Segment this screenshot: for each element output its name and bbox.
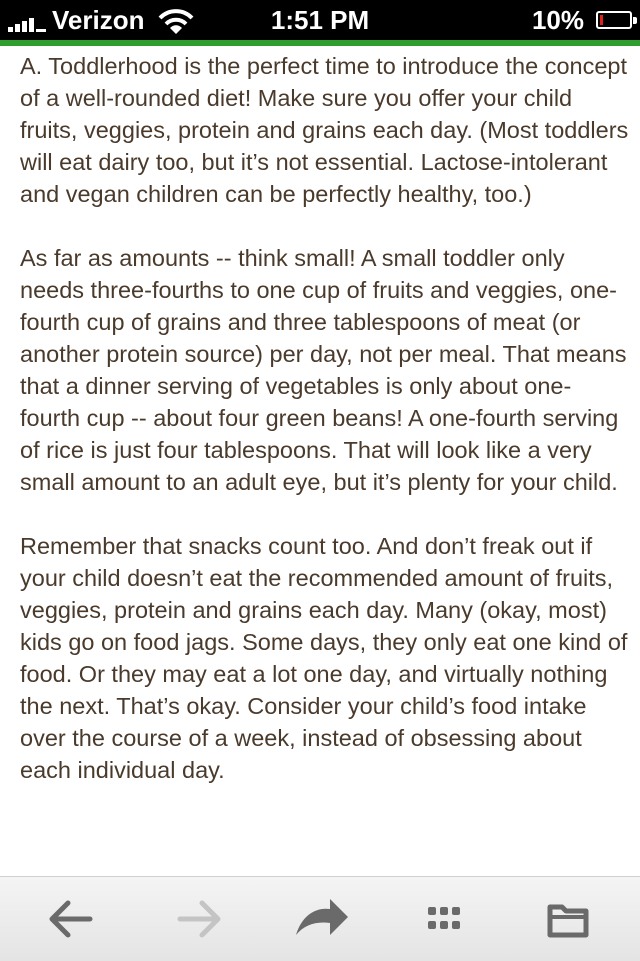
battery-icon — [596, 11, 632, 29]
back-arrow-icon — [42, 895, 102, 943]
carrier-name: Verizon — [52, 5, 145, 35]
menu-grid-icon — [414, 895, 474, 943]
battery-level-fill — [600, 15, 603, 25]
article-paragraph: As far as amounts -- think small! A small toddler only needs three-fourths to one cup of fruits and veggies, one-fourth cup of grains and three tablespoons of meat (or another protein source) per day, not per meal. That means that a dinner serving of vegetables is only about one-fourth cup -- about four green beans! A one-fourth serving of rice is just four tablespoons. That will look like a very small amount to an adult eye, but it’s plenty for your child. — [20, 245, 627, 495]
status-bar — [0, 0, 640, 40]
forward-button[interactable] — [168, 895, 228, 943]
pages-button[interactable] — [538, 895, 598, 943]
back-button[interactable] — [42, 895, 102, 943]
battery-percent: 10% — [531, 5, 584, 35]
forward-arrow-icon — [168, 895, 228, 943]
article-paragraph: A. Toddlerhood is the perfect time to introduce the concept of a well-rounded diet! Make sure you offer your child fruits, veggies, protein and grains each day. (Most toddlers will eat dairy too, but it’s not essential. Lactose-intolerant and vegan children can be perfectly healthy, too.) — [20, 53, 629, 207]
pages-icon — [538, 895, 598, 943]
article-content[interactable] — [20, 50, 630, 818]
article-paragraph: Remember that snacks count too. And don’t freak out if your child doesn’t eat the recommended amount of fruits, veggies, protein and grains each day. Many (okay, most) kids go on food jags. Some days, they only eat one kind of food. Or they may eat a lot one day, and virtually nothing the next. That’s okay. Consider your child’s food intake over the course of a week, instead of obsessing about each individual day. — [20, 533, 628, 783]
browser-toolbar — [0, 876, 640, 961]
page-load-progress-bar — [0, 40, 640, 46]
clock-time: 1:51 PM — [270, 5, 370, 35]
menu-button[interactable] — [414, 895, 474, 943]
battery-tip — [633, 17, 637, 24]
share-icon — [290, 895, 350, 943]
share-button[interactable] — [290, 895, 350, 943]
